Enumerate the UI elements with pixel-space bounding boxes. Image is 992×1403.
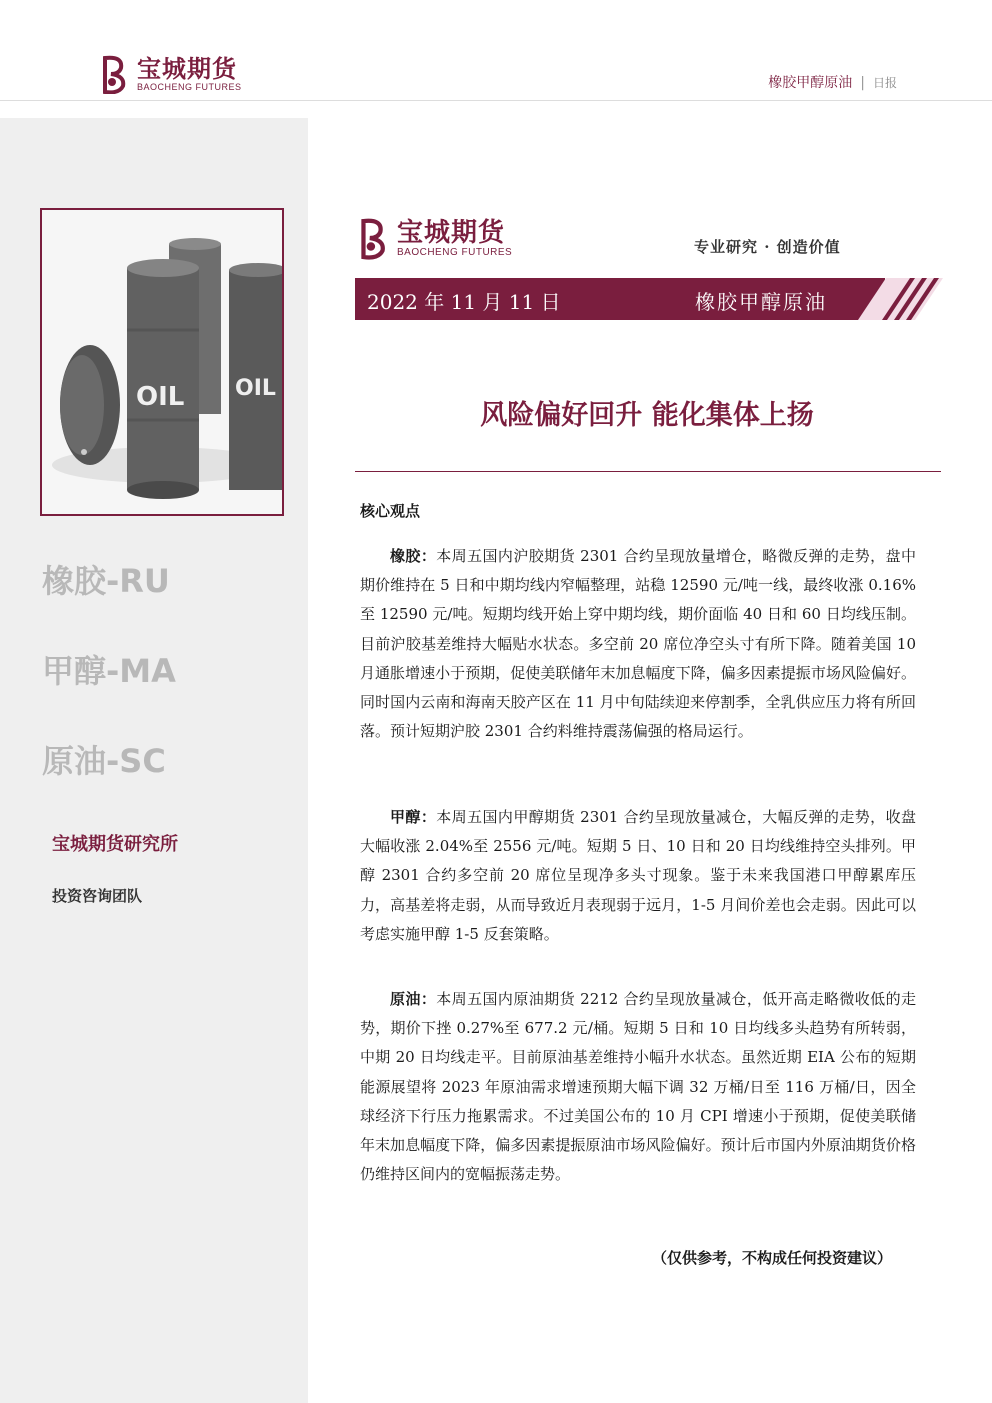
- title-rule: [355, 471, 941, 472]
- paragraph-text: 本周五国内甲醇期货 2301 合约呈现放量减仓，大幅反弹的走势，收盘大幅收涨 2.04%至 2556 元/吨。短期 5 日、10 日和 20 日均线维持空头排列。甲醇 2301 合约多空前 20 席位呈现净多头寸现象。鉴于未来我国港口甲醇累库压力，高基差将走弱，从而导致近月表现弱于远月，1-5 月间价差也会走弱。因此可以考虑实施甲醇 1-5 反套策略。: [360, 808, 916, 943]
- oil-barrels-image: [40, 208, 284, 516]
- tag-rubber: 橡胶-RU: [42, 562, 170, 600]
- research-institute: 宝城期货研究所: [52, 834, 178, 855]
- report-date: 2022 年 11 月 11 日: [367, 290, 561, 314]
- logo-en-text: BAOCHENG FUTURES: [137, 82, 242, 92]
- header-section-info: [768, 72, 897, 92]
- report-title: 风险偏好回升 能化集体上扬: [480, 400, 814, 431]
- slogan: 专业研究 · 创造价值: [694, 238, 841, 256]
- oil-barrels-illustration: [42, 210, 282, 514]
- logo-cn-text: 宝城期货: [397, 217, 506, 248]
- paragraph-text: 本周五国内沪胶期货 2301 合约呈现放量增仓，略微反弹的走势，盘中期价维持在 5 日和中期均线内窄幅整理，站稳 12590 元/吨一线，最终收涨 0.16%至 12590 元/吨。短期均线开始上穿中期均线，期价面临 40 日和 60 日均线压制。目前沪胶基差维持大幅贴水状态。多空前 20 席位净空头寸有所下降。随着美国 10 月通胀增速小于预期，促使美联储年末加息幅度下降，偏多因素提振市场风险偏好。同时国内云南和海南天胶产区在 11 月中旬陆续迎来停割季，全乳供应压力将有所回落。预计短期沪胶 2301 合约料维持震荡偏强的格局运行。: [360, 547, 916, 741]
- header-section: 橡胶甲醇原油: [768, 75, 853, 91]
- logo-en-text: BAOCHENG FUTURES: [397, 246, 513, 258]
- report-topic: 橡胶甲醇原油: [695, 290, 827, 314]
- date-topic-band: [355, 278, 885, 320]
- brand-logo-icon: [97, 54, 131, 94]
- paragraph-crude-oil: [360, 985, 916, 1189]
- header-logo: [97, 54, 242, 94]
- main-logo: [355, 216, 512, 260]
- paragraph-lead: 甲醇：: [390, 808, 437, 826]
- disclaimer: （仅供参考，不构成任何投资建议）: [652, 1249, 893, 1267]
- paragraph-methanol: [360, 803, 916, 949]
- paragraph-lead: 橡胶：: [390, 547, 437, 565]
- paragraph-text: 本周五国内原油期货 2212 合约呈现放量减仓，低开高走略微收低的走势，期价下挫 0.27%至 677.2 元/桶。短期 5 日和 10 日均线多头趋势有所转弱，中期 20 日均线走平。目前原油基差维持小幅升水状态。虽然近期 EIA 公布的短期能源展望将 2023 年原油需求增速预期大幅下调 32 万桶/日至 116 万桶/日，因全球经济下行压力拖累需求。不过美国公布的 10 月 CPI 增速小于预期，促使美联储年末加息幅度下降，偏多因素提振原油市场风险偏好。预计后市国内外原油期货价格仍维持区间内的宽幅振荡走势。: [360, 990, 916, 1184]
- tag-crude-oil: 原油-SC: [42, 742, 166, 780]
- paragraph-lead: 原油：: [390, 990, 437, 1008]
- advisory-team: 投资咨询团队: [52, 887, 143, 905]
- header-divider: |: [860, 75, 865, 91]
- paragraph-rubber: [360, 542, 916, 746]
- core-view-heading: 核心观点: [360, 502, 421, 520]
- tag-methanol: 甲醇-MA: [42, 652, 176, 690]
- logo-cn-text: 宝城期货: [137, 55, 237, 83]
- barrel-label-right: OIL: [235, 376, 276, 401]
- band-stripes: [858, 278, 943, 320]
- brand-logo-icon: [355, 216, 391, 260]
- header-type: 日报: [872, 76, 897, 90]
- barrel-label-front: OIL: [136, 382, 185, 412]
- header-rule: [0, 100, 992, 101]
